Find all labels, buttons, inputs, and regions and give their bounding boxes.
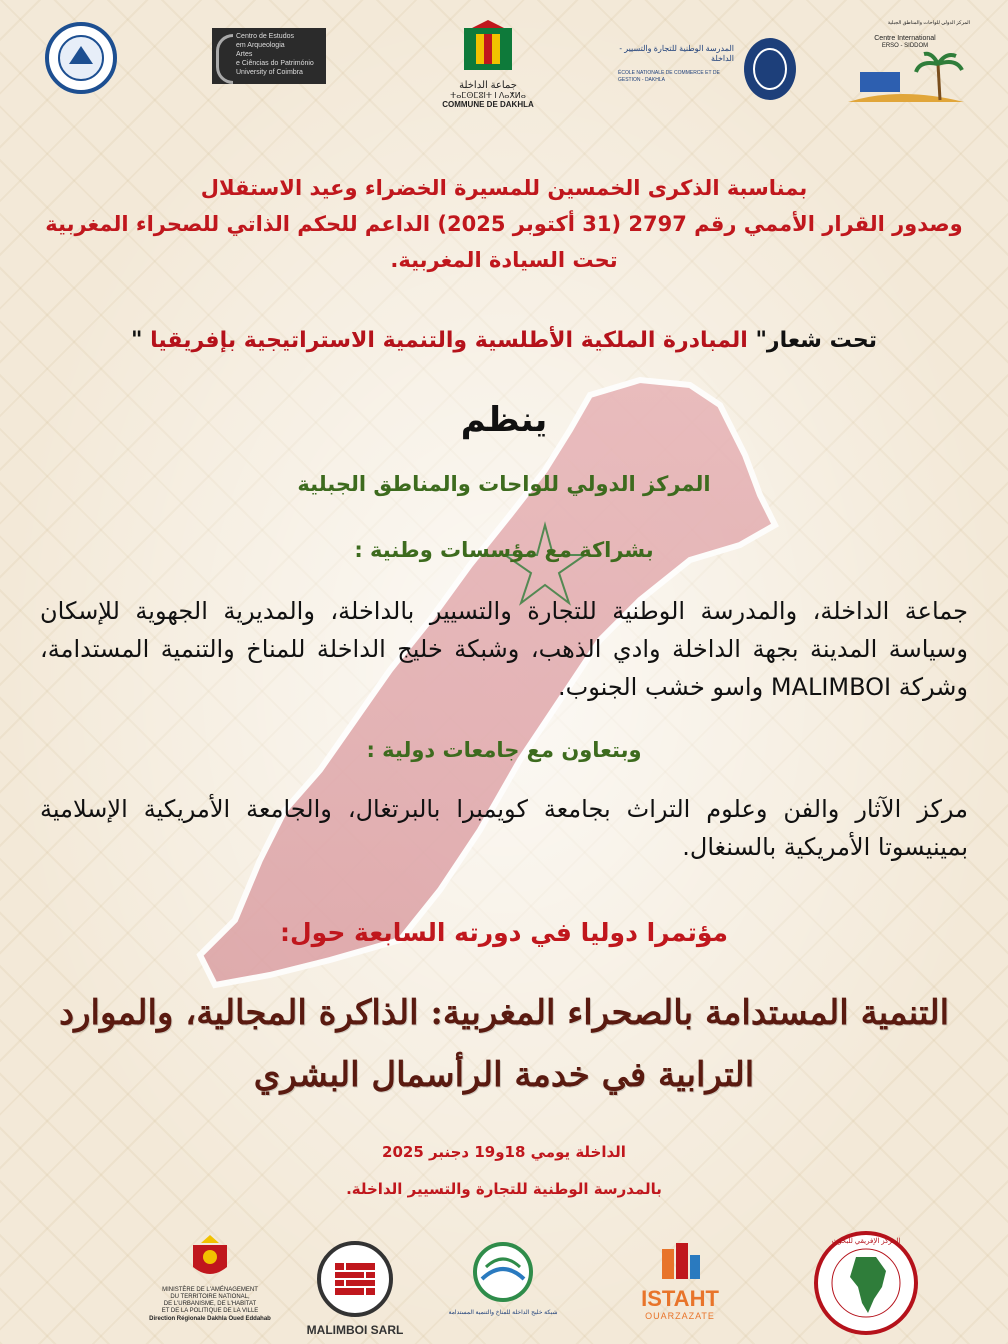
african-center-arabic: المركز الإفريقي للبحوث	[831, 1238, 901, 1245]
cioz-sub: ERSO - SIDDOM	[881, 43, 929, 49]
organizer-name: المركز الدولي للواحات والمناطق الجبلية	[297, 472, 711, 496]
encg-french: ÉCOLE NATIONALE DE COMMERCE ET DE GESTION - DAKHLA	[618, 70, 720, 83]
network-globe-icon	[470, 1239, 536, 1305]
ministry-text: MINISTÈRE DE L'AMÉNAGEMENT	[162, 1287, 258, 1293]
international-partners-text: مركز الآثار والفن وعلوم التراث بجامعة كويمبرا بالبرتغال، والجامعة الأمريكية الإسلامية بمينيسوتا الأمريكية بالسنغال.	[40, 795, 968, 861]
coat-of-arms-icon	[183, 1235, 237, 1283]
commune-logo	[428, 20, 548, 110]
coimbra-text: University of Coimbra	[236, 69, 303, 76]
commune-tifinagh: ⵜⴰⵎⵙⵎⵓⵏⵜ ⵏ ⴷⴰⵅⵍⴰ	[450, 91, 526, 100]
motto-slogan: المبادرة الملكية الأطلسية والتنمية الاستراتيجية بإفريقيا	[142, 328, 756, 353]
conference-heading: مؤتمرا دوليا في دورته السابعة حول:	[279, 918, 729, 947]
commune-emblem-icon	[458, 20, 518, 76]
intro-line-1: بمناسبة الذكرى الخمسين للمسيرة الخضراء وعيد الاستقلال	[200, 176, 808, 200]
university-logo	[45, 22, 117, 94]
malimboi-emblem-icon	[315, 1239, 395, 1319]
african-center-logo	[812, 1229, 920, 1337]
cioz-logo	[840, 20, 970, 114]
theme-line-2: الترابية في خدمة الرأسمال البشري	[253, 1055, 755, 1095]
encg-arabic: المدرسة الوطنية للتجارة والتسيير - الداخلة	[619, 44, 734, 63]
cioz-french: Centre International	[874, 35, 936, 42]
cioz-arabic: المركز الدولي للواحات والمناطق الجبلية	[887, 20, 970, 26]
motto-prefix: تحت شعار"	[755, 328, 877, 353]
malimboi-logo	[300, 1239, 410, 1339]
ministry-text: Direction Régionale Dakhla Oued Eddahab	[149, 1316, 271, 1322]
istaht-emblem-icon	[640, 1239, 720, 1283]
coimbra-text: Centro de Estudos	[236, 33, 294, 40]
national-partners-heading: بشراكة مع مؤسسات وطنية :	[354, 538, 654, 562]
event-date: الداخلة يومي 18و19 دجنبر 2025	[382, 1143, 626, 1161]
theme-line-1: التنمية المستدامة بالصحراء المغربية: الذاكرة المجالية، والموارد	[58, 993, 950, 1033]
istaht-city: OUARZAZATE	[645, 1311, 715, 1321]
ministry-text: DU TERRITOIRE NATIONAL,	[170, 1294, 250, 1300]
organizes-title: ينظم	[460, 400, 548, 440]
commune-french: COMMUNE DE DAKHLA	[442, 100, 534, 109]
network-arabic: شبكة خليج الداخلة للمناخ والتنمية المستدامة	[448, 1310, 558, 1316]
top-logo-bar	[0, 10, 1008, 110]
ministry-text: DE L'URBANISME, DE L'HABITAT	[163, 1301, 257, 1307]
network-logo	[448, 1239, 558, 1339]
motto-line	[0, 328, 1008, 353]
coimbra-text: Artes	[236, 51, 253, 58]
palm-solar-icon	[840, 50, 970, 106]
ministry-logo	[135, 1235, 285, 1335]
commune-arabic: جماعة الداخلة	[459, 80, 517, 91]
intro-line-3: تحت السيادة المغربية.	[390, 248, 618, 272]
bottom-logo-bar	[0, 1225, 1008, 1340]
international-partners-heading: وبتعاون مع جامعات دولية :	[366, 738, 642, 762]
malimboi-name: MALIMBOI SARL	[306, 1323, 404, 1337]
africa-map-icon	[812, 1229, 920, 1337]
istaht-logo	[620, 1239, 740, 1339]
event-venue: بالمدرسة الوطنية للتجارة والتسيير الداخلة.	[346, 1180, 662, 1198]
istaht-name: ISTAHT	[641, 1286, 719, 1311]
encg-logo	[620, 30, 800, 106]
national-partners-text: جماعة الداخلة، والمدرسة الوطنية للتجارة والتسيير بالداخلة، والمديرية الجهوية للإسكان وسياسة المدينة بجهة الداخلة وادي الذهب، وشبكة خليج الداخلة للمناخ والتنمية المستدامة، وشركة MALIMBOI واسو خشب الجنوب.	[40, 597, 968, 701]
coimbra-logo	[212, 28, 326, 84]
coimbra-text: em Arqueologia	[236, 42, 285, 49]
motto-suffix: "	[131, 328, 143, 353]
encg-emblem-icon	[740, 36, 800, 102]
intro-line-2: وصدور القرار الأممي رقم 2797 (31 أكتوبر 2025) الداعم للحكم الذاتي للصحراء المغربية	[45, 212, 963, 236]
coimbra-text: e Ciências do Património	[236, 60, 314, 67]
ministry-text: ET DE LA POLITIQUE DE LA VILLE	[161, 1308, 259, 1314]
